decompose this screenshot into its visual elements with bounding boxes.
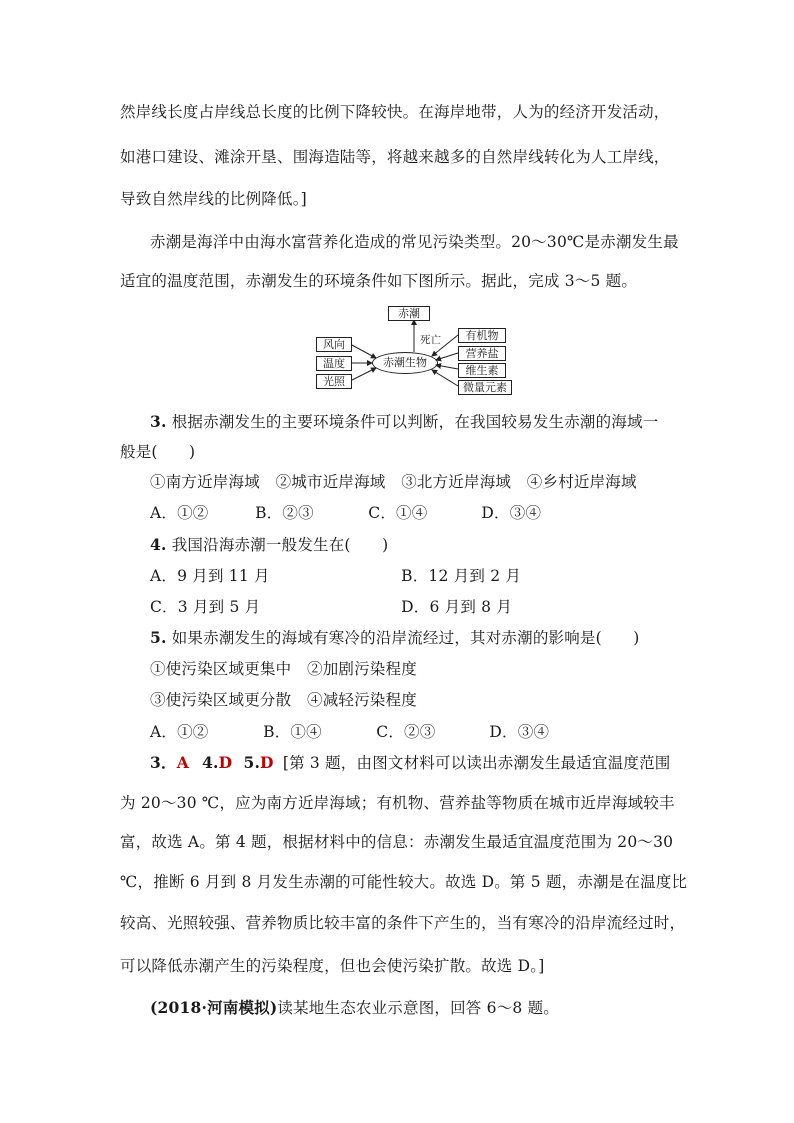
edge-label-death: 死亡 xyxy=(420,334,441,346)
red-tide-diagram xyxy=(312,300,520,396)
q5-stem xyxy=(150,626,640,648)
answer-3-number: 3． xyxy=(150,753,177,772)
node-organic-matter: 有机物 xyxy=(458,328,506,343)
q5-items-line-2: ③使污染区域更分散 ④减轻污染程度 xyxy=(150,691,417,709)
q4-stem-text: 我国沿海赤潮一般发生在( ) xyxy=(171,536,389,554)
node-light: 光照 xyxy=(316,374,352,389)
q4-number: 4. xyxy=(150,535,167,554)
answer-4-key: D xyxy=(218,753,233,772)
material-line-1: 赤潮是海洋中由海水富营养化造成的常见污染类型。20～30℃是赤潮发生最 xyxy=(150,233,679,251)
next-section-intro xyxy=(150,996,559,1018)
node-red-tide: 赤潮 xyxy=(388,306,430,321)
answer-3-key: A xyxy=(176,753,189,772)
q3-items: ①南方近岸海域 ②城市近岸海域 ③北方近岸海域 ④乡村近岸海域 xyxy=(150,473,637,491)
node-temperature: 温度 xyxy=(316,356,352,371)
q4-option-a[interactable]: A．9 月到 11 月 xyxy=(150,567,270,585)
node-trace-elements: 微量元素 xyxy=(458,380,512,395)
q4-options-row-2 xyxy=(150,595,512,617)
q3-option-d[interactable]: D．③④ xyxy=(481,504,542,522)
q4-option-c[interactable]: C．3 月到 5 月 xyxy=(150,598,261,616)
q4-option-d[interactable]: D．6 月到 8 月 xyxy=(401,598,513,616)
q4-stem xyxy=(150,533,388,555)
q5-number: 5. xyxy=(150,628,167,647)
answer-line-3: 富，故选 A。第 4 题，根据材料中的信息：赤潮发生最适宜温度范围为 20～30 xyxy=(120,833,674,851)
intro-line-1: 然岸线长度占岸线总长度的比例下降较快。在海岸地带，人为的经济开发活动， xyxy=(120,103,670,121)
q3-stem-line-1 xyxy=(150,410,658,432)
answer-explanation-start: [第 3 题，由图文材料可以读出赤潮发生最适宜温度范围 xyxy=(282,754,671,772)
q3-option-a[interactable]: A．①② xyxy=(150,504,209,522)
answer-line-4: ℃，推断 6 月到 8 月发生赤潮的可能性较大。故选 D。第 5 题，赤潮是在温度比 xyxy=(120,873,688,891)
node-vitamin: 维生素 xyxy=(458,363,506,378)
next-section-text: 读某地生态农业示意图，回答 6～8 题。 xyxy=(277,999,559,1017)
q5-option-b[interactable]: B．①④ xyxy=(263,723,322,741)
q3-option-b[interactable]: B．②③ xyxy=(255,504,314,522)
q5-options xyxy=(150,720,549,742)
answer-line-2: 为 20～30 ℃，应为南方近岸海域；有机物、营养盐等物质在城市近岸海域较丰 xyxy=(120,794,675,812)
q3-stem-line-2: 般是( ) xyxy=(120,443,196,461)
answer-line-5: 较高、光照较强、营养物质比较丰富的条件下产生的，当有寒冷的沿岸流经过时， xyxy=(120,914,686,932)
q5-option-a[interactable]: A．①② xyxy=(150,723,209,741)
q5-option-d[interactable]: D．③④ xyxy=(489,723,550,741)
node-nutrient-salt: 营养盐 xyxy=(458,346,506,361)
material-line-2: 适宜的温度范围，赤潮发生的环境条件如下图所示。据此，完成 3～5 题。 xyxy=(120,272,638,290)
q4-option-b[interactable]: B．12 月到 2 月 xyxy=(401,567,522,585)
answer-5-key: D xyxy=(260,753,274,772)
answer-4-number: 4. xyxy=(202,753,219,772)
q3-stem-text: 根据赤潮发生的主要环境条件可以判断，在我国较易发生赤潮的海域一 xyxy=(171,413,659,431)
q4-options-row-1 xyxy=(150,564,521,586)
answer-5-number: 5. xyxy=(243,753,261,772)
q5-option-c[interactable]: C．②③ xyxy=(376,723,436,741)
q5-stem-text: 如果赤潮发生的海域有寒冷的沿岸流经过，其对赤潮的影响是( ) xyxy=(171,629,640,647)
answer-line-6: 可以降低赤潮产生的污染程度，但也会使污染扩散。故选 D。] xyxy=(120,957,545,975)
q3-option-c[interactable]: C．①④ xyxy=(368,504,428,522)
q3-number: 3. xyxy=(150,412,167,431)
q5-items-line-1: ①使污染区域更集中 ②加剧污染程度 xyxy=(150,660,417,678)
intro-line-2: 如港口建设、滩涂开垦、围海造陆等，将越来越多的自然岸线转化为人工岸线， xyxy=(120,148,670,166)
node-wind: 风向 xyxy=(316,337,352,352)
answer-line-1 xyxy=(150,751,671,773)
next-section-source: (2018·河南模拟) xyxy=(150,998,278,1017)
node-red-tide-organism: 赤潮生物 xyxy=(372,352,438,374)
intro-line-3: 导致自然岸线的比例降低。] xyxy=(120,190,307,208)
q3-options xyxy=(150,501,541,523)
